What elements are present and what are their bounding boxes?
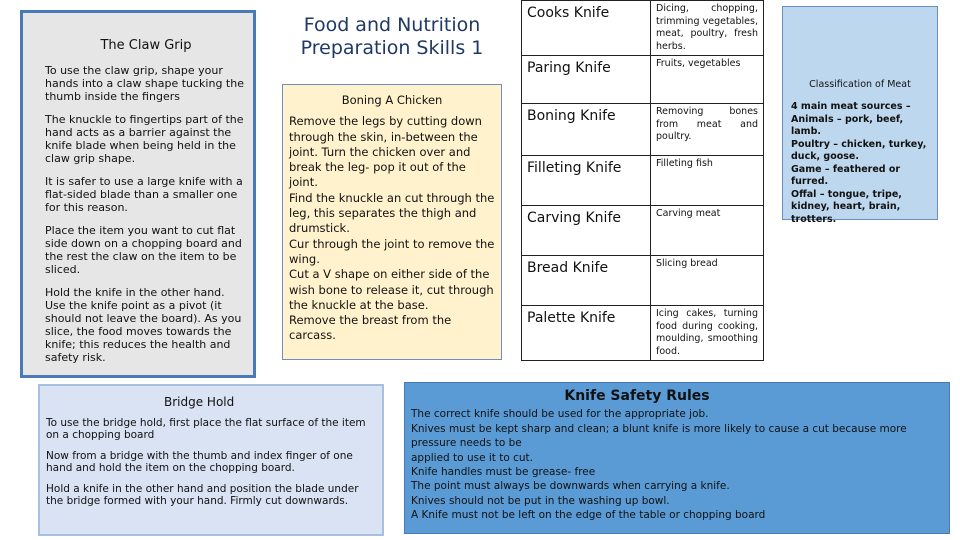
boning-step: Find the knuckle an cut through the leg, this separates the thigh and drumstick.	[289, 190, 495, 236]
claw-grip-paragraph: Place the item you want to cut flat side down on a chopping board and the rest the claw on the item to be sliced.	[45, 224, 242, 276]
bridge-hold-paragraph: Hold a knife in the other hand and position the blade under the bridge formed with your hand. Firmly cut downwards.	[46, 482, 359, 507]
knife-row	[522, 256, 764, 306]
knife-row	[522, 104, 764, 156]
meat-line: 4 main meat sources –	[791, 101, 911, 112]
page-title	[262, 4, 522, 66]
boning-step: Remove the breast from the carcass.	[289, 313, 452, 343]
safety-rule: Knives must be kept sharp and clean; a blunt knife is more likely to cause a cut because more pressure needs to be	[411, 422, 907, 450]
knife-use: Filleting fish	[651, 156, 764, 206]
boning-step: Cur through the joint to remove the wing.	[289, 236, 495, 266]
knife-use: Fruits, vegetables	[651, 56, 764, 104]
boning-step: Cut a V shape on either side of the wish bone to release it, cut through the knuckle at the base.	[289, 267, 494, 312]
knife-row	[522, 306, 764, 361]
safety-rule: Knives should not be put in the washing up bowl.	[411, 494, 670, 507]
bridge-hold-paragraph: Now from a bridge with the thumb and index finger of one hand and hold the item on the chopping board.	[46, 449, 353, 474]
page-title-line-2: Preparation Skills 1	[300, 37, 484, 59]
meat-line: Animals – pork, beef, lamb.	[791, 113, 904, 137]
knife-name: Filleting Knife	[522, 156, 651, 206]
knife-safety-title: Knife Safety Rules	[564, 388, 710, 404]
knife-name: Palette Knife	[522, 306, 651, 361]
meat-classification-panel	[782, 6, 938, 225]
bridge-hold-title: Bridge Hold	[164, 395, 235, 409]
knife-name: Cooks Knife	[522, 1, 651, 56]
claw-grip-paragraph: It is safer to use a large knife with a flat-sided blade than a smaller one for this reason.	[45, 175, 243, 214]
boning-step: Remove the legs by cutting down through the skin, in-between the joint. Turn the chicken over and break the leg- pop it out of the joint.	[289, 114, 482, 190]
knife-table	[521, 0, 764, 361]
bridge-hold-panel	[38, 384, 384, 536]
meat-classification-title: Classification of Meat	[809, 79, 911, 90]
knife-name: Boning Knife	[522, 104, 651, 156]
safety-rule: The correct knife should be used for the appropriate job.	[411, 408, 709, 421]
knife-row	[522, 156, 764, 206]
safety-rule: Knife handles must be grease- free	[411, 466, 596, 479]
claw-grip-paragraph: To use the claw grip, shape your hands into a claw shape tucking the thumb inside the fingers	[45, 64, 244, 103]
knife-safety-panel	[404, 382, 950, 534]
safety-rule: The point must always be downwards when carrying a knife.	[411, 480, 730, 493]
meat-line: Game – feathered or furred.	[791, 163, 901, 187]
claw-grip-panel	[20, 10, 256, 378]
knife-use: Dicing, chopping, trimming vegetables, meat, poultry, fresh herbs.	[651, 1, 764, 56]
boning-chicken-title: Boning A Chicken	[341, 93, 443, 107]
knife-name: Carving Knife	[522, 206, 651, 256]
knife-row	[522, 56, 764, 104]
knife-row	[522, 206, 764, 256]
knife-use: Icing cakes, turning food during cooking, moulding, smoothing food.	[651, 306, 764, 361]
knife-name: Bread Knife	[522, 256, 651, 306]
safety-rule: A Knife must not be left on the edge of the table or chopping board	[411, 509, 766, 522]
page-title-line-1: Food and Nutrition	[303, 14, 481, 36]
claw-grip-paragraph: The knuckle to fingertips part of the hand acts as a barrier against the knife blade when being held in the claw grip shape.	[45, 113, 244, 165]
boning-chicken-panel	[282, 84, 502, 360]
knife-use: Slicing bread	[651, 256, 764, 306]
knife-use: Carving meat	[651, 206, 764, 256]
safety-rule: applied to use it to cut.	[411, 451, 533, 464]
claw-grip-title: The Claw Grip	[100, 38, 192, 53]
knife-use: Removing bones from meat and poultry.	[651, 104, 764, 156]
bridge-hold-paragraph: To use the bridge hold, first place the flat surface of the item on a chopping board	[46, 416, 366, 441]
knife-name: Paring Knife	[522, 56, 651, 104]
meat-line: Poultry – chicken, turkey, duck, goose.	[791, 138, 927, 162]
claw-grip-paragraph: Hold the knife in the other hand. Use the knife point as a pivot (it should not leave the board). As you slice, the food moves towards the knife; this reduces the health and safety risk.	[45, 286, 242, 364]
knife-row	[522, 1, 764, 56]
meat-line: Offal – tongue, tripe, kidney, heart, brain, trotters.	[791, 188, 902, 225]
